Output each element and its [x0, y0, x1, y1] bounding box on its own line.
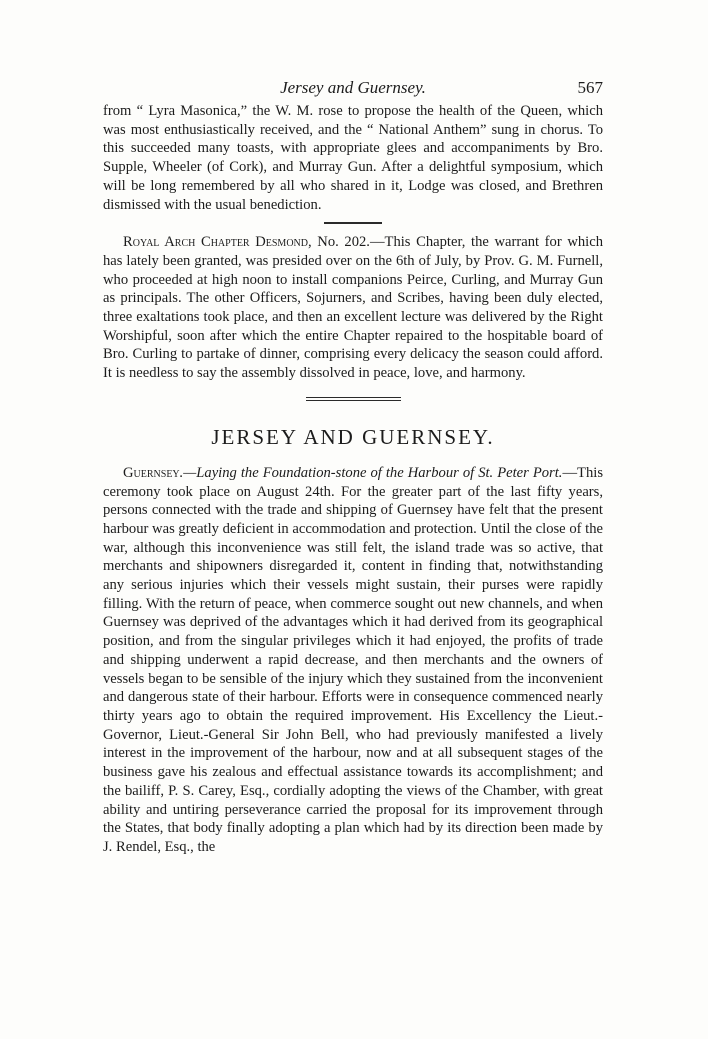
running-title: Jersey and Guernsey. [280, 78, 426, 97]
double-divider [306, 397, 401, 403]
page [103, 76, 603, 857]
guernsey-body: —This ceremony took place on August 24th. For the greater part of the last fifty years, persons connected with the trade and shipping of Guernsey have felt that the present harbour was greatly deficient in accommodation and protection. Until the close of the war, although this inconvenience was still felt, the island trade was so active, that merchants and shipowners disregarded it, content in finding that, notwithstanding any serious injuries which their vessels might sustain, their purses were rapidly filling. With the return of peace, when commerce sought out new channels, and when Guernsey was deprived of the advantages which it had derived from its geographical position, and from the singular privileges which it had enjoyed, the profits of trade and shipping underwent a rapid decrease, and then merchants and the owners of vessels began to be sensible of the injury which they sustained from the inconvenient and dangerous state of their harbour. Efforts were in consequence commenced nearly thirty years ago to obtain the required improvement. His Excellency the Lieut.-Governor, Lieut.-General Sir John Bell, who had previously manifested a lively interest in the improvement of the harbour, now and at all subsequent stages of the business gave his zealous and effectual assistance towards its accomplishment; and the bailiff, P. S. Carey, Esq., cordially adopting the views of the Chamber, with great ability and untiring perseverance carried the proposal for its improvement through the States, that body finally adopting a plan which had by its direction been made by J. Rendel, Esq., the [103, 464, 603, 855]
page-number: 567 [577, 78, 603, 97]
paragraph-royal-arch [103, 233, 603, 383]
guernsey-subtitle: .—Laying the Foundation-stone of the Harbour of St. Peter Port. [179, 464, 563, 481]
paragraph-toast: from “ Lyra Masonica,” the W. M. rose to propose the health of the Queen, which was most enthusiastically received, and the “ National Anthem” sung in chorus. To this succeeded many toasts, with appropriate glees and accompaniments by Bro. Supple, Wheeler (of Cork), and Murray Gun. After a delightful symposium, which will be long remembered by all who shared in it, Lodge was closed, and Brethren dismissed with the usual benediction. [103, 103, 603, 213]
section-title: JERSEY AND GUERNSEY. [211, 424, 495, 449]
royal-arch-lead: Royal Arch Chapter Desmond [123, 234, 308, 251]
page-header [103, 76, 603, 102]
guernsey-lead: Guernsey [123, 464, 180, 481]
royal-arch-body: , No. 202.—This Chapter, the warrant for which has lately been granted, was presided over on the 6th of July, by Prov. G. M. Furnell, who proceeded at high noon to install companions Peirce, Curling, and Murray Gun as principals. The other Officers, Sojurners, and Scribes, having been duly elected, three exaltations took place, and then an excellent lecture was delivered by the Right Worshipful, soon after which the entire Chapter repaired to the hospitable board of Bro. Curling to partake of dinner, comprising every delicacy the season could afford. It is needless to say the assembly dissolved in peace, love, and harmony. [103, 234, 603, 382]
paragraph-guernsey [103, 464, 603, 857]
short-divider [324, 222, 382, 224]
